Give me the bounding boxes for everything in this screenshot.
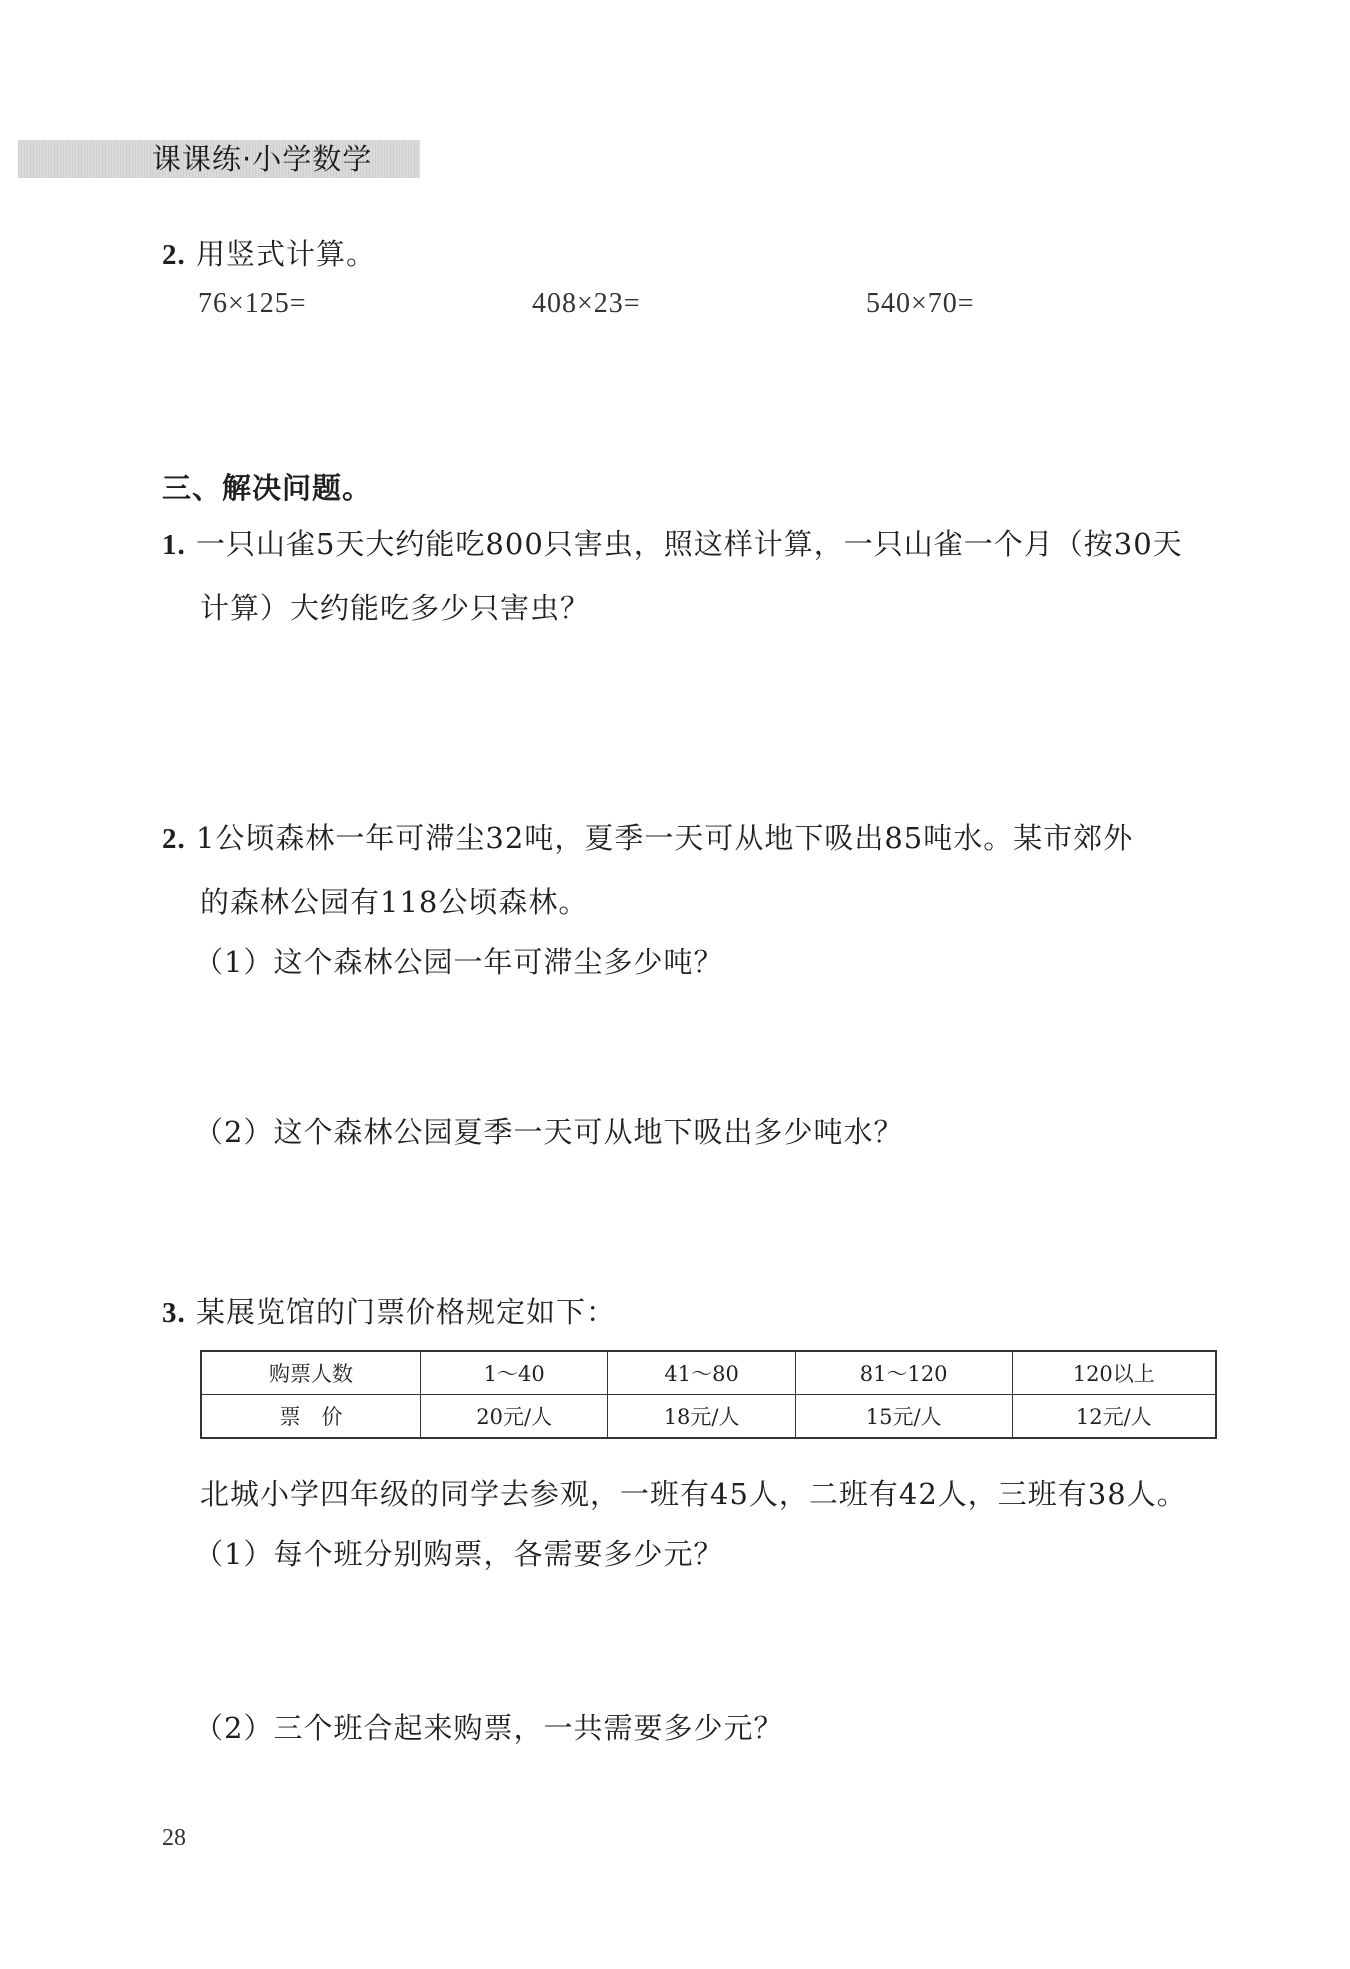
q1-text-line1: 一只山雀5天大约能吃800只害虫，照这样计算，一只山雀一个月（按30天 [195, 527, 1183, 561]
q3-text: 北城小学四年级的同学去参观，一班有45人，二班有42人，三班有38人。 [200, 1477, 1187, 1511]
table-row [201, 1395, 1216, 1439]
question-number: 1. [162, 529, 186, 561]
page-number: 28 [162, 1825, 186, 1851]
table-cell: 120以上 [1012, 1351, 1216, 1395]
q3-intro-line [162, 1290, 616, 1331]
ticket-price-table [200, 1350, 1217, 1439]
q2-subquestion-2: （2）这个森林公园夏季一天可从地下吸出多少吨水？ [194, 1115, 904, 1149]
table-cell: 1～40 [421, 1351, 608, 1395]
header-title: 课课练·小学数学 [152, 142, 373, 176]
table-cell: 12元/人 [1012, 1395, 1216, 1439]
table-cell: 票 价 [201, 1395, 421, 1439]
table-row [201, 1351, 1216, 1395]
table-cell: 81～120 [795, 1351, 1012, 1395]
q2-subquestion-1: （1）这个森林公园一年可滞尘多少吨？ [194, 945, 724, 979]
q1-line1 [162, 522, 1183, 563]
calc-problem-3: 540×70= [866, 288, 975, 319]
q1-text-line2: 计算）大约能吃多少只害虫？ [200, 591, 591, 625]
table-cell: 18元/人 [608, 1395, 795, 1439]
table-cell: 41～80 [608, 1351, 795, 1395]
q3-subquestion-1: （1）每个班分别购票，各需要多少元？ [194, 1537, 724, 1571]
question-number: 3. [162, 1297, 186, 1329]
q3-intro-text: 某展览馆的门票价格规定如下： [195, 1295, 616, 1329]
table-cell: 购票人数 [201, 1351, 421, 1395]
calc-problem-1: 76×125= [198, 288, 307, 319]
q2-text-line2: 的森林公园有118公顷森林。 [200, 885, 589, 919]
instruction-text: 用竖式计算。 [195, 237, 376, 271]
q2-line1 [162, 816, 1133, 857]
table-cell: 15元/人 [795, 1395, 1012, 1439]
q2-text-line1: 1公顷森林一年可滞尘32吨，夏季一天可从地下吸出85吨水。某市郊外 [195, 821, 1134, 855]
question-number: 2. [162, 823, 186, 855]
table-cell: 20元/人 [421, 1395, 608, 1439]
q3-subquestion-2: （2）三个班合起来购票，一共需要多少元？ [194, 1711, 784, 1745]
question-number: 2. [162, 239, 186, 271]
vertical-calc-heading [162, 232, 376, 273]
section-title: 三、解决问题。 [162, 471, 373, 505]
calc-problem-2: 408×23= [532, 288, 641, 319]
